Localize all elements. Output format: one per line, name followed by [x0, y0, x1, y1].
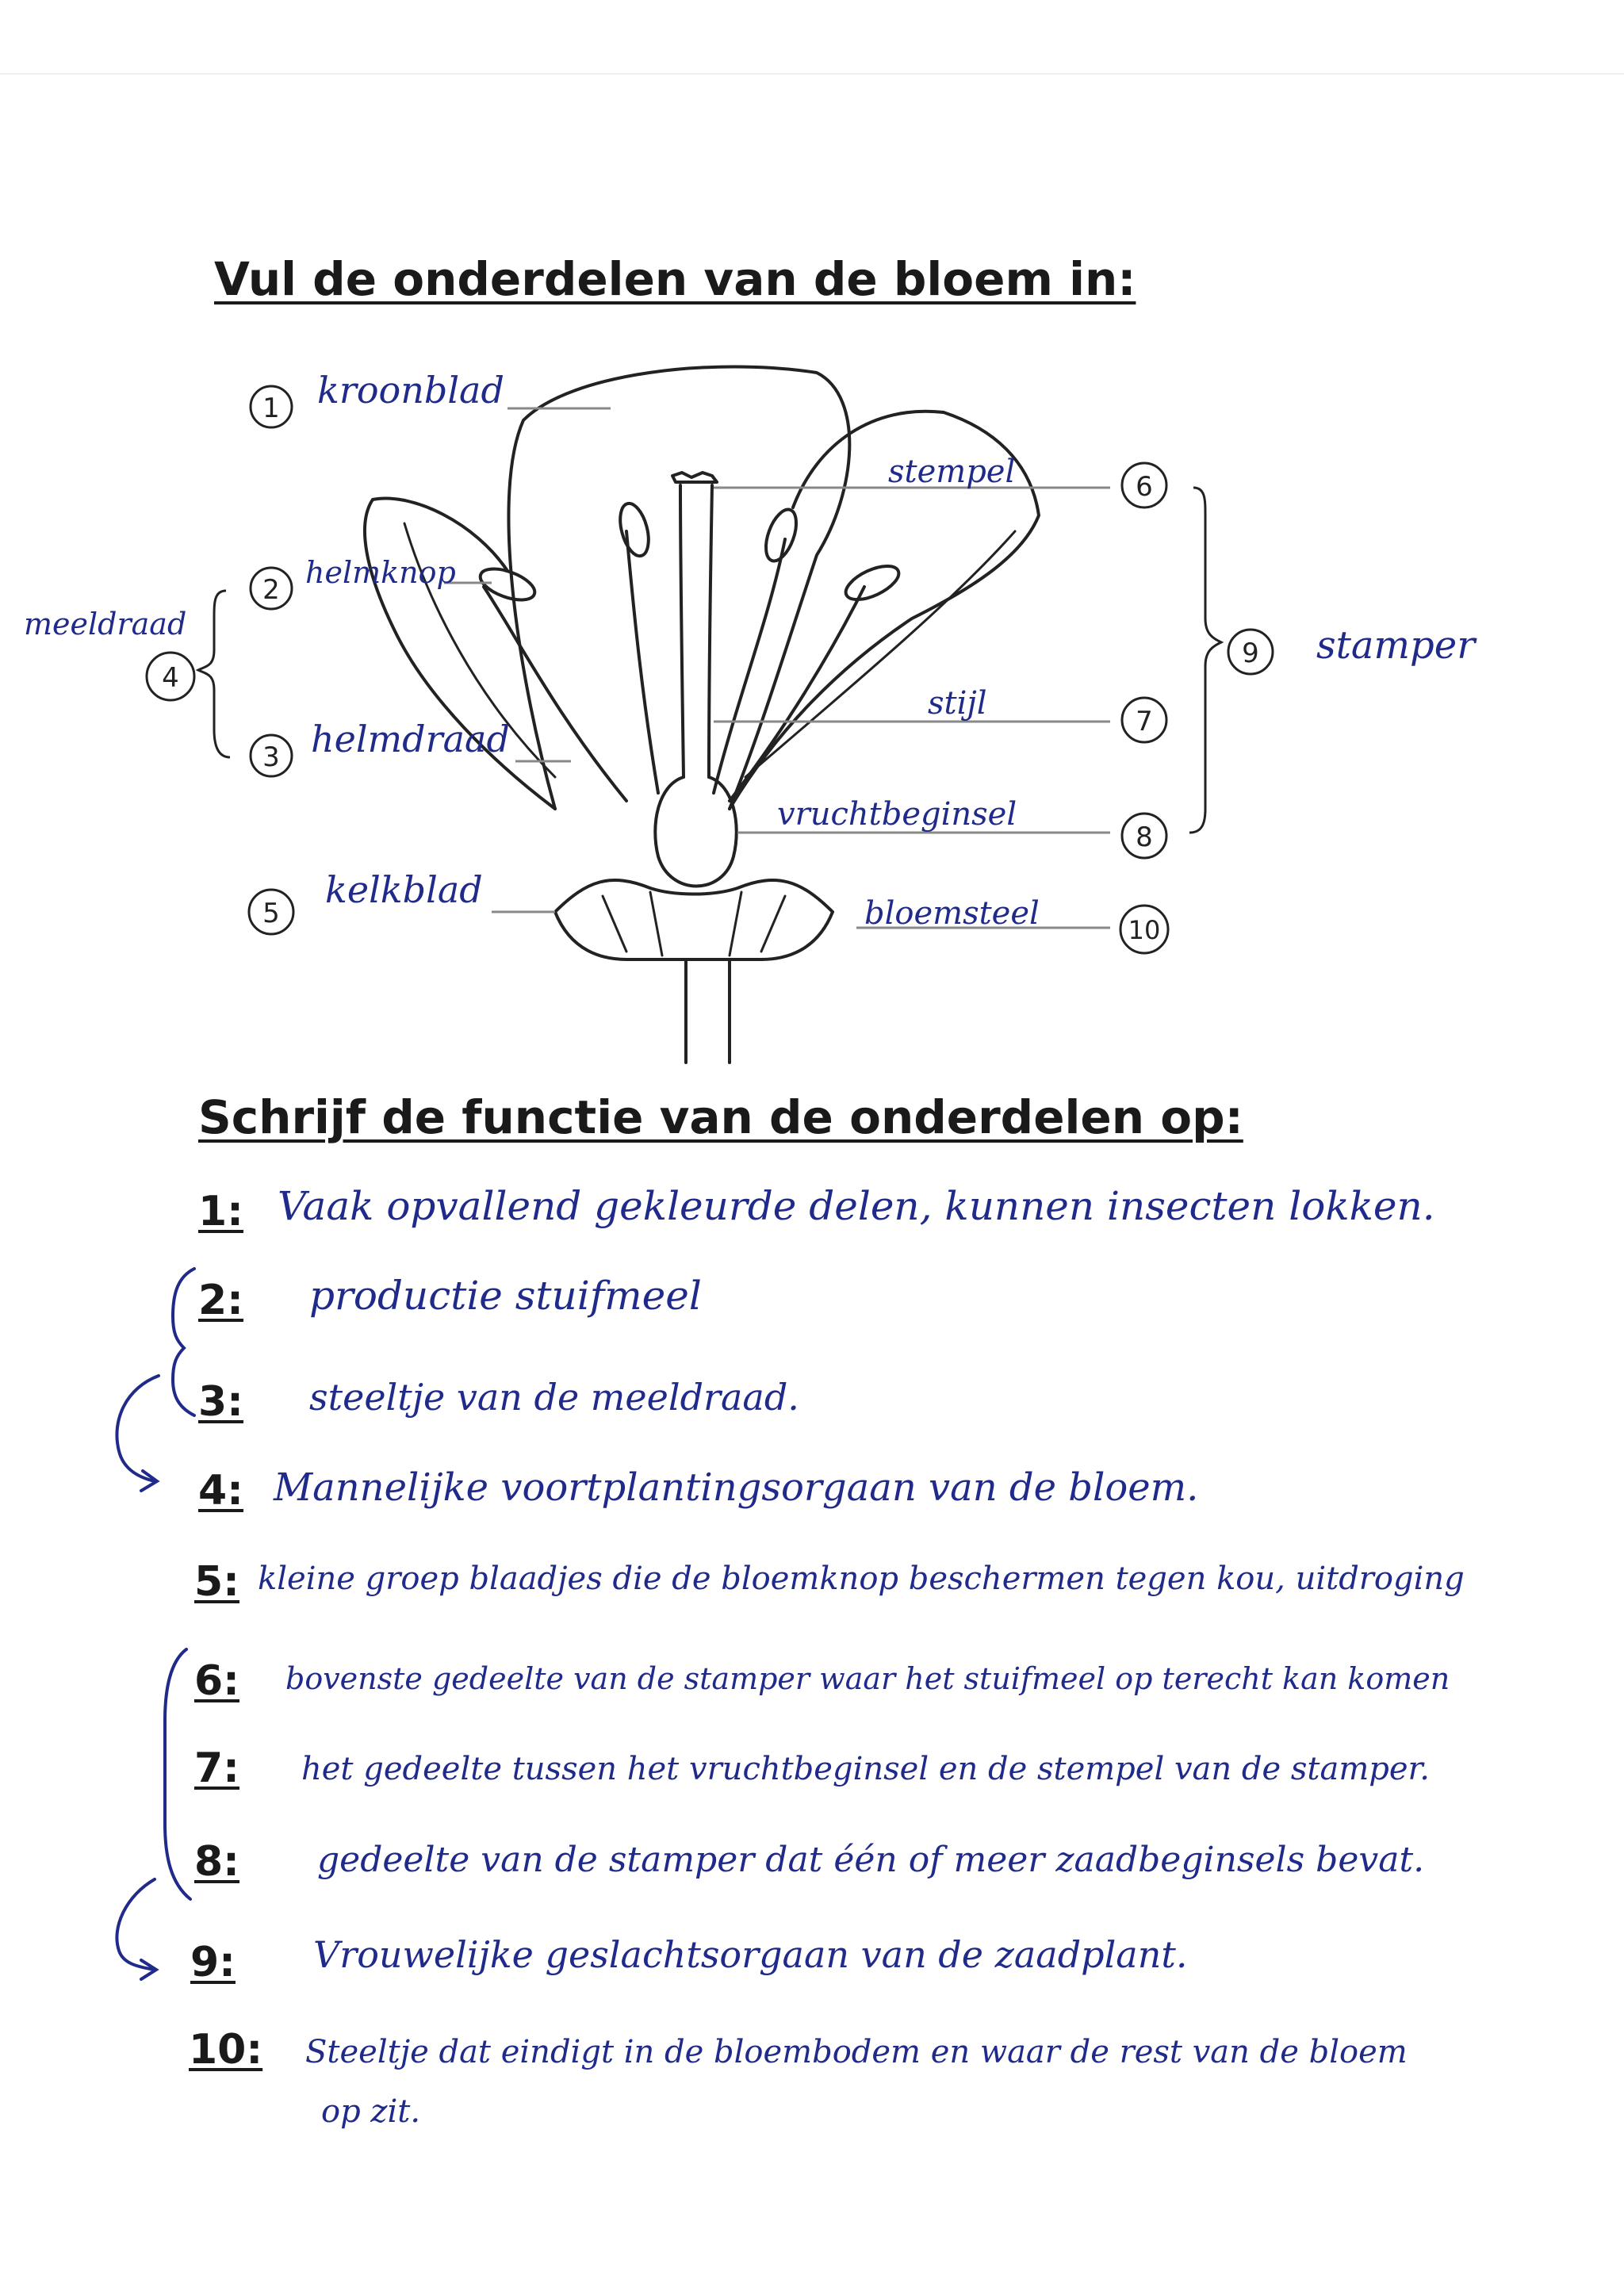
stem	[686, 959, 730, 1063]
answer-text-8: gedeelte van de stamper dat één of meer zaadbeginsels bevat.	[317, 1840, 1425, 1880]
circle-num-8: 8	[1136, 821, 1153, 853]
answer-num-6: 6:	[194, 1657, 239, 1705]
circle-num-10: 10	[1128, 915, 1161, 945]
bracket-meeldraad	[198, 591, 230, 757]
filament-2	[626, 531, 658, 793]
arrow-to-9	[117, 1879, 155, 1970]
answer-num-5: 5:	[194, 1558, 239, 1606]
circle-num-3: 3	[262, 741, 280, 773]
petal-center	[508, 367, 849, 810]
anther-4	[841, 559, 904, 606]
answer-num-4: 4:	[198, 1467, 243, 1515]
circle-num-1: 1	[262, 393, 280, 424]
answer-text-7: het gedeelte tussen het vruchtbeginsel en de stempel van de stamper.	[301, 1751, 1430, 1787]
ovary	[655, 777, 736, 887]
label-meeldraad: meeldraad	[24, 607, 187, 641]
answer-brackets	[117, 1269, 194, 1979]
answer-text-10: Steeltje dat eindigt in de bloembodem en waar de rest van de bloem	[305, 2034, 1408, 2070]
label-helmdraad: helmdraad	[311, 718, 510, 760]
sepals	[555, 880, 833, 959]
answer-text-4: Mannelijke voortplantingsorgaan van de bloem.	[274, 1465, 1199, 1510]
bracket-stamper	[1189, 488, 1221, 833]
answer-num-7: 7:	[194, 1744, 239, 1792]
brace-6-8	[165, 1649, 190, 1899]
answer-num-3: 3:	[198, 1378, 243, 1426]
answer-text-9: Vrouwelijke geslachtsorgaan van de zaadplant.	[313, 1933, 1188, 1976]
heading-functions: Schrijf de functie van de onderdelen op:	[198, 1090, 1243, 1144]
circle-num-5: 5	[262, 898, 280, 929]
style	[680, 485, 712, 777]
answer-num-2: 2:	[198, 1277, 243, 1324]
label-kelkblad: kelkblad	[325, 868, 483, 911]
label-vruchtbeginsel: vruchtbeginsel	[777, 796, 1017, 833]
answer-text-10-cont: op zit.	[321, 2093, 421, 2130]
anther-2	[615, 500, 654, 559]
answer-num-1: 1:	[198, 1188, 243, 1235]
answer-text-1: Vaak opvallend gekleurde delen, kunnen insecten lokken.	[278, 1183, 1435, 1229]
answer-text-3: steeltje van de meeldraad.	[309, 1376, 799, 1419]
answer-num-10: 10:	[189, 2026, 263, 2074]
brace-2-3	[173, 1269, 194, 1415]
label-stempel: stempel	[888, 454, 1016, 490]
circle-num-2: 2	[262, 574, 280, 606]
circle-num-4: 4	[162, 662, 179, 694]
anther-3	[760, 506, 802, 565]
arrow-to-4	[117, 1376, 159, 1481]
circle-num-9: 9	[1242, 638, 1259, 669]
stigma	[672, 473, 717, 482]
label-stamper: stamper	[1316, 623, 1476, 668]
label-kroonblad: kroonblad	[317, 369, 504, 412]
label-bloemsteel: bloemsteel	[864, 895, 1040, 932]
heading-labels: Vul de onderdelen van de bloem in:	[214, 252, 1136, 306]
label-helmknop: helmknop	[305, 555, 456, 590]
circle-num-6: 6	[1136, 471, 1153, 503]
answer-num-9: 9:	[190, 1939, 236, 1986]
answer-text-2: productie stuifmeel	[309, 1273, 702, 1319]
answer-text-5: kleine groep blaadjes die de bloemknop beschermen tegen kou, uitdroging	[258, 1561, 1465, 1597]
answer-text-6: bovenste gedeelte van de stamper waar het stuifmeel op terecht kan komen	[285, 1661, 1450, 1696]
handwritten-labels	[24, 369, 1477, 932]
circle-num-7: 7	[1136, 706, 1153, 737]
label-stijl: stijl	[928, 685, 987, 722]
answer-num-8: 8:	[194, 1838, 239, 1886]
